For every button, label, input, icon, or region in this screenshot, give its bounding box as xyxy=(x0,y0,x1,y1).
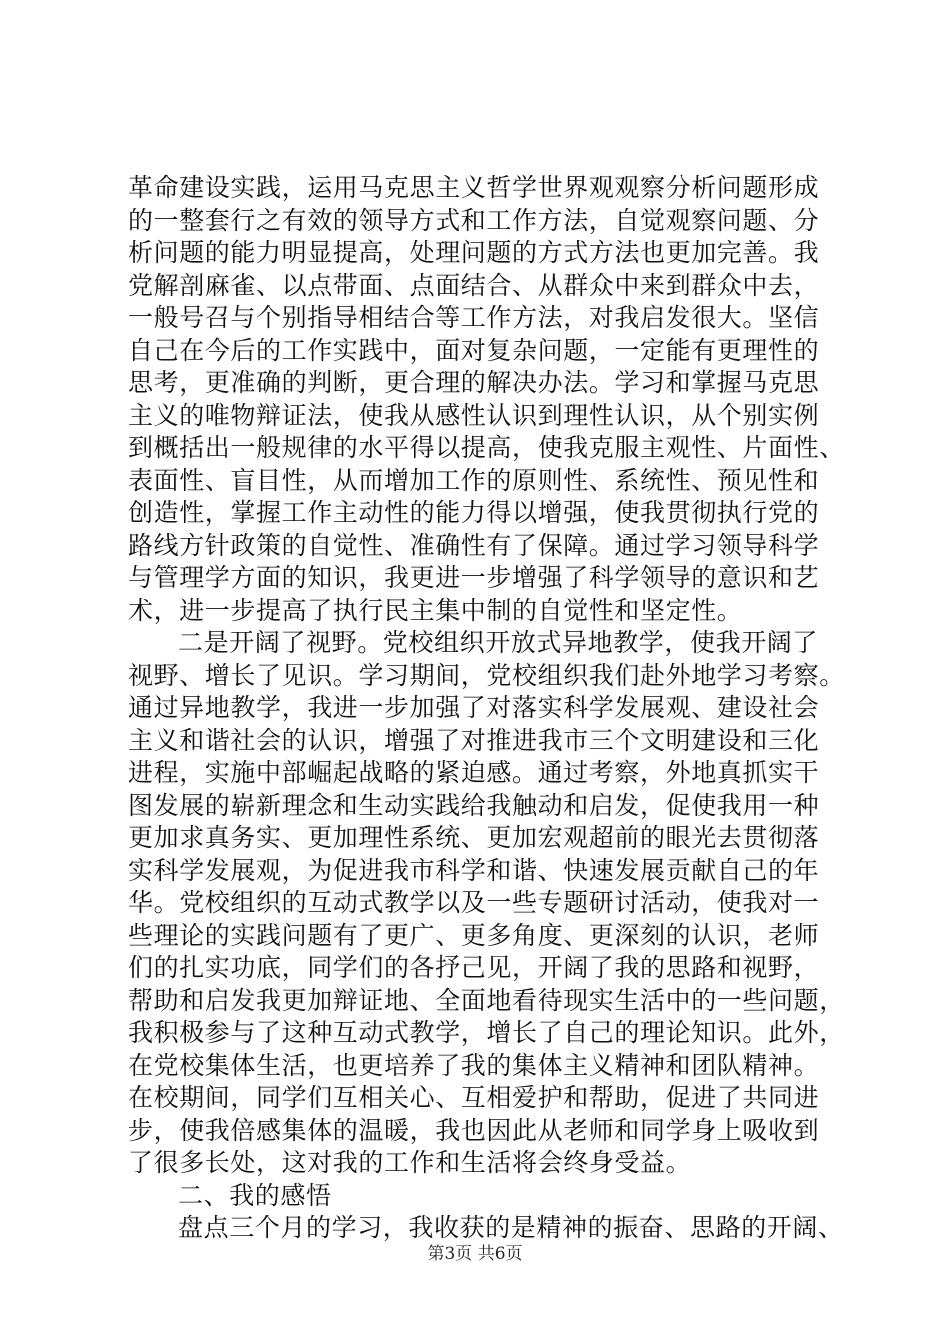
text-line: 与管理学方面的知识，我更进一步增强了科学领导的意识和艺 xyxy=(128,563,820,592)
document-body xyxy=(128,172,858,1245)
text-line: 到概括出一般规律的水平得以提高，使我克服主观性、片面性、 xyxy=(128,433,845,462)
text-line: 主义的唯物辩证法，使我从感性认识到理性认识，从个别实例 xyxy=(128,400,820,430)
text-line: 思考，更准确的判断，更合理的解决办法。学习和掌握马克思 xyxy=(128,368,820,397)
text-line: 在校期间，同学们互相关心、互相爱护和帮助，促进了共同进 xyxy=(128,1083,820,1112)
text-line: 步，使我倍感集体的温暖，我也因此从老师和同学身上吸收到 xyxy=(128,1115,820,1145)
text-line: 术，进一步提高了执行民主集中制的自觉性和坚定性。 xyxy=(128,595,743,625)
text-line: 路线方针政策的自觉性、准确性有了保障。通过学习领导科学 xyxy=(128,530,820,560)
text-line: 的一整套行之有效的领导方式和工作方法，自觉观察问题、分 xyxy=(128,205,820,235)
page-number-footer: 第3页 共6页 xyxy=(427,1244,523,1264)
text-line: 视野、增长了见识。学习期间，党校组织我们赴外地学习考察。 xyxy=(128,660,845,690)
text-line: 表面性、盲目性，从而增加工作的原则性、系统性、预见性和 xyxy=(128,465,820,495)
text-line: 创造性，掌握工作主动性的能力得以增强，使我贯彻执行党的 xyxy=(128,498,820,527)
text-line: 主义和谐社会的认识，增强了对推进我市三个文明建设和三化 xyxy=(128,725,820,755)
text-line: 了很多长处，这对我的工作和生活将会终身受益。 xyxy=(128,1148,692,1177)
text-line: 党解剖麻雀、以点带面、点面结合、从群众中来到群众中去， xyxy=(128,270,820,300)
text-line: 图发展的崭新理念和生动实践给我触动和启发，促使我用一种 xyxy=(128,790,820,820)
text-line: 在党校集体生活，也更培养了我的集体主义精神和团队精神。 xyxy=(128,1050,820,1080)
text-line: 更加求真务实、更加理性系统、更加宏观超前的眼光去贯彻落 xyxy=(128,823,820,852)
text-line: 进程，实施中部崛起战略的紧迫感。通过考察，外地真抓实干 xyxy=(128,758,820,787)
text-line: 一般号召与个别指导相结合等工作方法，对我启发很大。坚信 xyxy=(128,303,820,332)
text-line: 析问题的能力明显提高，处理问题的方式方法也更加完善。我 xyxy=(128,238,820,267)
section-heading: 二、我的感悟 xyxy=(178,1180,332,1210)
text-line: 们的扎实功底，同学们的各抒己见，开阔了我的思路和视野， xyxy=(128,953,820,982)
text-line: 自己在今后的工作实践中，面对复杂问题，一定能有更理性的 xyxy=(128,335,820,365)
paragraph-start-line: 盘点三个月的学习，我收获的是精神的振奋、思路的开阔、 xyxy=(178,1213,844,1242)
paragraph-start-line: 二是开阔了视野。党校组织开放式异地教学，使我开阔了 xyxy=(178,628,819,657)
text-line: 革命建设实践，运用马克思主义哲学世界观观察分析问题形成 xyxy=(128,173,820,202)
text-line: 实科学发展观，为促进我市科学和谐、快速发展贡献自己的年 xyxy=(128,855,820,885)
text-line: 我积极参与了这种互动式教学，增长了自己的理论知识。此外， xyxy=(128,1018,845,1047)
text-line: 华。党校组织的互动式教学以及一些专题研讨活动，使我对一 xyxy=(128,888,820,917)
text-line: 通过异地教学，我进一步加强了对落实科学发展观、建设社会 xyxy=(128,693,820,722)
text-line: 些理论的实践问题有了更广、更多角度、更深刻的认识，老师 xyxy=(128,920,820,950)
text-line: 帮助和启发我更加辩证地、全面地看待现实生活中的一些问题， xyxy=(128,985,845,1015)
